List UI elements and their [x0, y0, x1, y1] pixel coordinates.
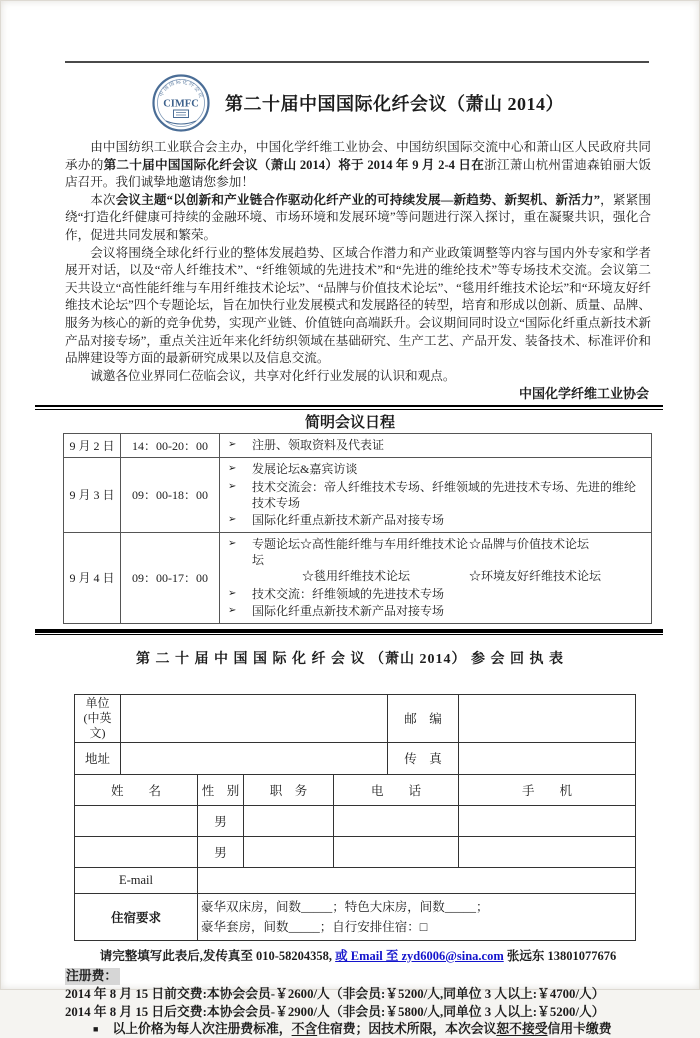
field-fax[interactable]: [459, 742, 636, 774]
schedule-row-sep3: [64, 457, 652, 532]
schedule-time: 14：00-20：00: [121, 433, 220, 457]
mobile-column-header: 手 机: [459, 774, 636, 805]
field-name-2[interactable]: [75, 836, 198, 867]
email-link[interactable]: 或 Email 至 zyd6006@sina.com: [335, 948, 504, 963]
arrow-bullet-icon: ➢: [228, 605, 237, 617]
schedule-time: 09：00-18：00: [121, 457, 220, 532]
field-address[interactable]: [121, 742, 388, 774]
field-email[interactable]: [198, 867, 636, 893]
page-title: 第二十届中国国际化纤会议（萧山 2014）: [225, 94, 564, 114]
intro-paragraph-1: 由中国纺织工业联合会主办，中国化学纤维工业协会、中国纺织国际交流中心和萧山区人民政府共同承办的第二十届中国国际化纤会议（萧山 2014）将于 2014 年 9 月 2-4 日在浙江萧山杭州雷迪森铂丽大饭店召开。我们诚挚地邀请您参加！: [65, 140, 652, 190]
conference-header: [65, 73, 649, 133]
schedule-items: ➢ 发展论坛&嘉宾访谈 ➢ 技术交流会：帝人纤维技术专场、纤维领域的先进技术专场、先进的维纶技术专场 ➢ 国际化纤重点新技术新产品对接专场: [220, 457, 652, 532]
schedule-items: ➢ 注册、领取资料及代表证: [220, 433, 652, 457]
intro-paragraph-2: 本次会议主题“以创新和产业链合作驱动化纤产业的可持续发展—新趋势、新契机、新活力”，紧紧围绕“打造化纤健康可持续的金融环境、市场环境和发展环境”等问题进行深入探讨，重在凝聚共识，强化合作，促进共同发展和繁荣。: [65, 192, 652, 242]
field-gender-1[interactable]: 男: [198, 805, 244, 836]
arrow-bullet-icon: ➢: [228, 538, 237, 550]
intro-paragraph-4: 诚邀各位业界同仁莅临会议，共享对化纤行业发展的认识和观点。: [90, 368, 456, 383]
organizer-signature: 中国化学纤维工业协会: [518, 386, 649, 402]
schedule-date: 9 月 2 日: [64, 433, 121, 457]
schedule-table: [63, 433, 652, 624]
name-column-header: 姓 名: [75, 774, 198, 805]
fax-label: 传 真: [388, 742, 459, 774]
arrow-bullet-icon: ➢: [228, 439, 237, 451]
fees-section: [65, 968, 651, 1038]
field-phone-2[interactable]: [334, 836, 459, 867]
reply-form-title: 第 二 十 届 中 国 国 际 化 纤 会 议 （萧山 2014） 参 会 回 执 表: [136, 651, 564, 667]
registration-form-table: [74, 694, 636, 941]
phone-column-header: 电 话: [334, 774, 459, 805]
cimfc-logo-icon: [151, 73, 211, 133]
square-bullet-icon: ■: [93, 1024, 99, 1035]
schedule-date: 9 月 3 日: [64, 457, 121, 532]
field-gender-2[interactable]: 男: [198, 836, 244, 867]
schedule-date: 9 月 4 日: [64, 532, 121, 623]
schedule-title: 简明会议日程: [304, 414, 395, 431]
unit-label: 单位 (中英文): [75, 694, 121, 742]
field-mobile-1[interactable]: [459, 805, 636, 836]
field-name-1[interactable]: [75, 805, 198, 836]
arrow-bullet-icon: ➢: [228, 514, 237, 526]
arrow-bullet-icon: ➢: [228, 463, 237, 475]
schedule-row-sep4: [64, 532, 652, 623]
fee-line-late: 2014 年 8 月 15 日后交费:本协会会员-￥2900/人（非会员:￥5800/人,同单位 3 人以上:￥5200/人）: [65, 1004, 605, 1019]
schedule-items: ➢ 专题论坛☆高性能纤维与车用纤维技术论坛 ☆品牌与价值技术论坛 ☆毯用纤维技术论坛 ☆环境友好纤维技术论坛 ➢ 技术交流：纤维领域的先进技术专场 ➢ 国际化纤重点新技术新产品对接专场: [220, 532, 652, 623]
field-duty-1[interactable]: [244, 805, 334, 836]
arrow-bullet-icon: ➢: [228, 480, 237, 492]
fee-note: ■ 以上价格为每人次注册费标准，不含住宿费；因技术所限，本次会议恕不接受信用卡缴费: [93, 1022, 612, 1037]
forum-list: 专题论坛☆高性能纤维与车用纤维技术论坛 ☆品牌与价值技术论坛 ☆毯用纤维技术论坛 ☆环境友好纤维技术论坛: [252, 537, 602, 584]
field-zip[interactable]: [459, 694, 636, 742]
schedule-time: 09：00-17：00: [121, 532, 220, 623]
duty-column-header: 职 务: [244, 774, 334, 805]
field-phone-1[interactable]: [334, 805, 459, 836]
lodging-label: 住宿要求: [75, 893, 198, 940]
header-rule: [65, 61, 649, 63]
field-lodging[interactable]: 豪华双床房，间数_____；特色大床房，间数_____； 豪华套房，间数_____；自行安排住宿：□: [198, 893, 636, 940]
address-label: 地址: [75, 742, 121, 774]
section-divider-top: [35, 405, 663, 410]
section-divider-bottom: [35, 629, 663, 635]
fee-line-early: 2014 年 8 月 15 日前交费:本协会会员-￥2600/人（非会员:￥5200/人,同单位 3 人以上:￥4700/人）: [65, 987, 605, 1002]
arrow-bullet-icon: ➢: [228, 587, 237, 599]
intro-paragraph-3: 会议将围绕全球化纤行业的整体发展趋势、区域合作潜力和产业政策调整等内容与国内外专家和学者展开对话，以及“帝人纤维技术”、“纤维领域的先进技术”和“先进的维纶技术”等专场技术交流。会议第二天共设立“高性能纤维与车用纤维技术论坛”、“品牌与价值技术论坛”、“毯用纤维技术论坛”和“环境友好纤维技术论坛”四个专题论坛，旨在加快行业发展模式和发展路径的转型，培育和形成以创新、质量、品牌、服务为核心的新的竞争优势，实现产业链、价值链向高端跃升。会议期间同时设立“国际化纤重点新技术新产品对接专场”，重点关注近年来化纤纺织领域在基础研究、生产工艺、产品开发、装备技术、标准评价和品牌建设等方面的最新研究成果以及信息交流。: [65, 245, 651, 366]
schedule-row-sep2: [64, 433, 652, 457]
intro-section: [65, 139, 651, 403]
contact-line: 请完整填写此表后,发传真至 010-58204358, 或 Email 至 zyd6006@sina.com 张远东 13801077676: [99, 948, 617, 963]
field-duty-2[interactable]: [244, 836, 334, 867]
fees-heading: 注册费：: [65, 968, 120, 986]
svg-text:中国国际化纤会议: 中国国际化纤会议: [158, 79, 205, 100]
zip-label: 邮 编: [388, 694, 459, 742]
svg-text:CIMFC: CIMFC: [163, 98, 199, 110]
gender-column-header: 性 别: [198, 774, 244, 805]
email-label: E-mail: [75, 867, 198, 893]
field-unit[interactable]: [121, 694, 388, 742]
field-mobile-2[interactable]: [459, 836, 636, 867]
